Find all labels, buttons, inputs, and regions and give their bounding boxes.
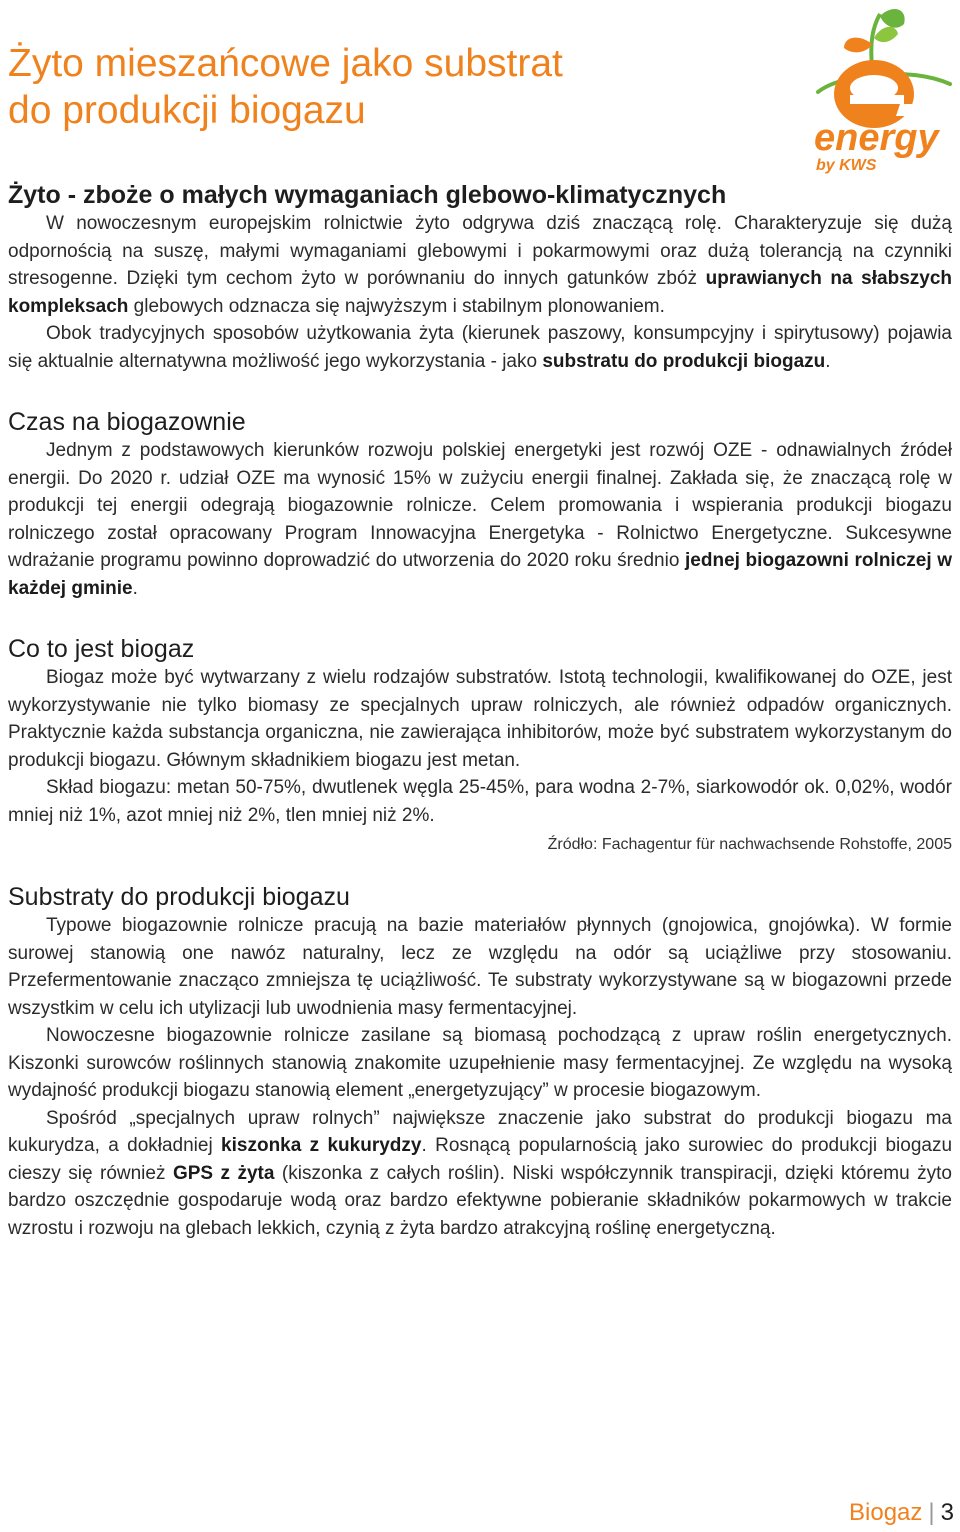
paragraph-substrates-1: Typowe biogazownie rolnicze pracują na bazie materiałów płynnych (gnojowica, gnojówka). W formie surowej stanowią one nawóz naturalny, lecz ze względu na odór są uciążliwe przy stosowaniu. Przefermentowanie znacząco zmniejsza tę uciążliwość. Te substraty wykorzystywane są w biogazowni przede wszystkim w celu ich utylizacji lub uwodnienia masy fermentacyjnej. — [8, 915, 952, 1019]
paragraph-rye-1: W nowoczesnym europejskim rolnictwie żyto odgrywa dziś znaczącą rolę. Charakteryzuje się dużą odpornością na suszę, małymi wymaganiami glebowymi i pokarmowymi oraz dużą tolerancją na czynniki stresogenne. Dzięki tym cechom żyto w porównaniu do innych gatunków zbóż uprawianych na słabszych kompleksach glebowych odznacza się najwyższym i stabilnym plonowaniem. — [8, 213, 952, 317]
title-line-2: do produkcji biogazu — [8, 89, 366, 132]
section-heading-biogas-plants: Czas na biogazownie — [8, 408, 246, 436]
source-note: Źródło: Fachagentur für nachwachsende Rohstoffe, 2005 — [547, 836, 952, 853]
emphasis-corn-silage: kiszonka z kukurydzy — [221, 1135, 422, 1156]
paragraph-substrates-2: Nowoczesne biogazownie rolnicze zasilane są biomasą pochodzącą z upraw roślin energetycznych. Kiszonki surowców roślinnych stanowią znakomite uzupełnienie masy fermentacyjnej. Ze względu na wysoką wydajność produkcji biogazu stanowią element „energetyzujący” w procesie biogazowym. — [8, 1025, 952, 1101]
title-line-1: Żyto mieszańcowe jako substrat — [8, 42, 563, 85]
page-number: 3 — [940, 1499, 954, 1526]
page-footer — [849, 1498, 954, 1528]
paragraph-rye-2: Obok tradycyjnych sposobów użytkowania żyta (kierunek paszowy, konsumpcyjny i spirytusowy) pojawia się aktualnie alternatywna możliwość jego wykorzystania - jako substratu do produkcji biogazu. — [8, 323, 952, 372]
page-title — [8, 40, 708, 134]
footer-label: Biogaz — [849, 1499, 923, 1526]
logo-brand-text: energy — [814, 117, 939, 159]
paragraph-biogas-1: Biogaz może być wytwarzany z wielu rodzajów substratów. Istotą technologii, kwalifikowanej do OZE, jest wykorzystywanie nie tylko biomasy ze specjalnych upraw rolniczych, ale również odpadów organicznych. Praktycznie każda substancja organiczna, nie zawierająca inhibitorów, może być substratem wykorzystanym do produkcji biogazu. Głównym składnikiem biogazu jest metan. — [8, 667, 952, 771]
paragraph-biogas-plants: Jednym z podstawowych kierunków rozwoju polskiej energetyki jest rozwój OZE - odnawialnych źródeł energii. Do 2020 r. udział OZE ma wynosić 15% w zużyciu energii finalnej. Zakłada się, że znaczącą rolę w produkcji tej energii odegrają biogazownie rolnicze. Celem promowania i wspierania produkcji biogazu rolniczego został opracowany Program Innowacyjna Energetyka - Rolnictwo Energetyczne. Sukcesywne wdrażanie programu powinno doprowadzić do utworzenia do 2020 roku średnio jednej biogazowni rolniczej w każdej gminie. — [8, 440, 952, 599]
article-body — [8, 180, 952, 1242]
emphasis-weak-soils: uprawianych na słabszych kompleksach — [8, 268, 952, 317]
emphasis-biogas-substrate: substratu do produkcji biogazu — [542, 350, 826, 372]
sprout-e-icon — [800, 4, 960, 174]
paragraph-substrates-3: Spośród „specjalnych upraw rolnych” największe znaczenie jako substrat do produkcji biogazu ma kukurydza, a dokładniej kiszonka z kukurydzy. Rosnącą popularnością jako surowiec do produkcji biogazu cieszy się również GPS z żyta (kiszonka z całych roślin). Niski współczynnik transpiracji, dzięki któremu żyto bardzo oszczędnie gospodaruje wodą oraz bardzo efektywne pobieranie składników pokarmowych w trakcie wzrostu i rozwoju na glebach lekkich, czynią z żyta bardzo atrakcyjną roślinę energetyczną. — [8, 1107, 953, 1239]
logo-by-text: by KWS — [816, 157, 877, 174]
emphasis-one-plant-per-commune: jednej biogazowni rolniczej w każdej gminie — [8, 550, 952, 599]
section-heading-what-is-biogas: Co to jest biogaz — [8, 635, 195, 663]
footer-separator: | — [928, 1499, 935, 1526]
paragraph-biogas-composition: Skład biogazu: metan 50-75%, dwutlenek węgla 25-45%, para wodna 2-7%, siarkowodór ok. 0,02%, wodór mniej niż 1%, azot mniej niż 2%, tlen mniej niż 2%. — [8, 777, 952, 826]
energy-by-kws-logo — [800, 4, 960, 174]
emphasis-gps-rye: GPS z żyta — [172, 1162, 275, 1184]
section-heading-substrates: Substraty do produkcji biogazu — [8, 883, 350, 911]
section-heading-rye: Żyto - zboże o małych wymaganiach glebowo-klimatycznych — [8, 181, 727, 209]
